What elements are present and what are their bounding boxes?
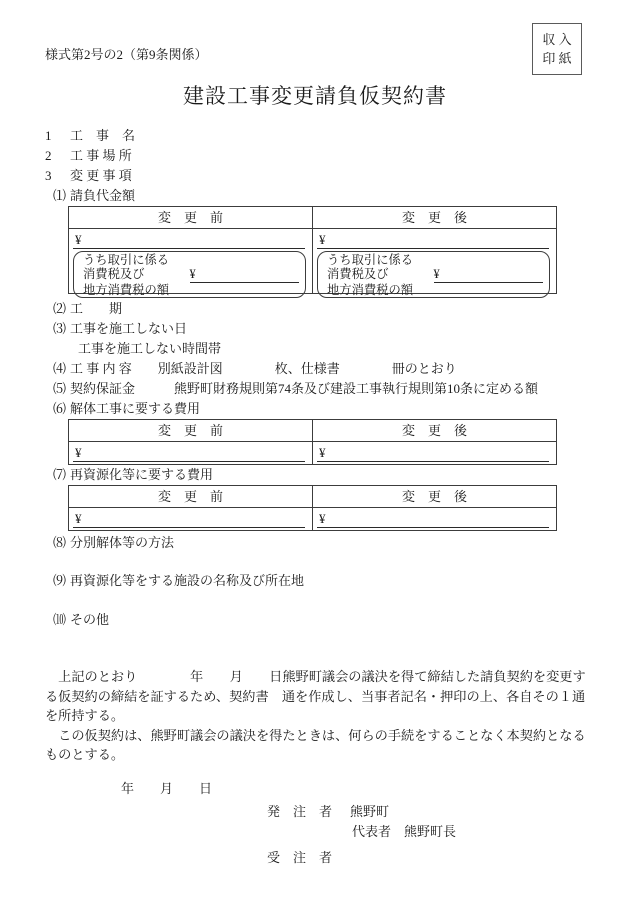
- item-number: ⑴: [53, 188, 67, 203]
- yen-symbol: ¥: [319, 232, 326, 247]
- item-label: 請負代金額: [70, 188, 136, 203]
- revenue-stamp-box: [532, 23, 582, 75]
- header-after-change: 変 更 後: [312, 420, 556, 441]
- closing-paragraph-1: 上記のとおり 年 月 日熊野町議会の議決を得て締結した請負契約を変更する仮契約の締結を証するため、契約書 通を作成し、当事者記名・押印の上、各自その１通を所持する。: [45, 669, 586, 724]
- yen-symbol: ¥: [75, 232, 82, 247]
- yen-symbol: ¥: [433, 267, 440, 282]
- item-label: 工 事 名: [70, 128, 136, 143]
- item-number: 2: [45, 148, 52, 163]
- header-before-change: 変 更 前: [157, 210, 223, 225]
- sub-item-3-non-work-hours: [45, 339, 585, 359]
- item-label: 工 事 場 所: [70, 148, 132, 163]
- representative-name: 熊野町長: [404, 823, 457, 839]
- yen-symbol: ¥: [319, 511, 326, 526]
- representative-label: 代表者: [352, 823, 392, 839]
- tax-note-box-after: [317, 251, 550, 298]
- item-number: ⑽: [53, 612, 67, 627]
- tax-note-line1: うち取引に係る: [83, 253, 170, 267]
- amount-before-field: [73, 444, 305, 462]
- header-after-change: 変 更 後: [312, 486, 556, 507]
- yen-symbol: ¥: [75, 511, 82, 526]
- amount-before-field: [73, 231, 305, 249]
- item-number: 3: [45, 168, 52, 183]
- table-header-row: [69, 207, 556, 229]
- tax-label: 消費税及び: [83, 267, 145, 282]
- tax-note-line2: [83, 267, 299, 282]
- table-header-row: [69, 420, 556, 442]
- sub-item-1-contract-amount: [45, 186, 585, 206]
- item-label: 工 事 内 容 別紙設計図 枚、仕様書 冊のとおり: [70, 361, 457, 376]
- item-number: ⑹: [53, 401, 67, 416]
- item-label: 再資源化等をする施設の名称及び所在地: [70, 573, 305, 588]
- tax-note-line3: 地方消費税の額: [327, 282, 414, 297]
- tax-note-line1: うち取引に係る: [327, 253, 414, 267]
- item-label: 工事を施工しない時間帯: [78, 341, 222, 356]
- contractor-line: [45, 848, 585, 868]
- item-label: 分別解体等の方法: [70, 535, 175, 550]
- date-line: 年 月 日: [121, 780, 213, 796]
- sub-item-10-others: [45, 610, 585, 630]
- table-body-row: [69, 508, 556, 530]
- form-number: 様式第2号の2（第9条関係）: [45, 47, 208, 62]
- tax-note-box-before: [73, 251, 306, 298]
- closing-paragraphs: [45, 667, 591, 765]
- item-number: ⑷: [53, 361, 67, 376]
- yen-symbol: ¥: [75, 445, 82, 460]
- yen-symbol: ¥: [189, 267, 196, 282]
- amount-after-field: [317, 510, 549, 528]
- table-header-row: [69, 486, 556, 508]
- tax-note-line3: 地方消費税の額: [83, 282, 170, 297]
- sub-item-9-recycling-facility: [45, 571, 585, 591]
- item-number: ⑼: [53, 573, 67, 588]
- orderer-label: 発 注 者: [267, 803, 333, 819]
- amount-after-cell: [312, 508, 556, 530]
- tax-note-line2: [327, 267, 543, 282]
- main-item-3: [45, 166, 585, 186]
- sub-item-3-non-work-days: [45, 319, 585, 339]
- item-label: 変 更 事 項: [70, 168, 132, 183]
- amount-after-field: [317, 444, 549, 462]
- amount-before-field: [73, 510, 305, 528]
- item-label: その他: [70, 612, 110, 627]
- item-number: 1: [45, 128, 52, 143]
- price-change-table: [68, 206, 557, 297]
- closing-paragraph-2: この仮契約は、熊野町議会の議決を得たときは、何らの手続をすることなく本契約となるものとする。: [45, 727, 586, 763]
- yen-symbol: ¥: [319, 445, 326, 460]
- sub-item-7-recycling-cost: [45, 465, 585, 485]
- item-number: ⑻: [53, 535, 67, 550]
- signature-block: [45, 779, 585, 868]
- table-body-row: [69, 442, 556, 464]
- sub-item-6-demolition-cost: [45, 399, 585, 419]
- amount-after-field: [317, 231, 549, 249]
- amount-before-cell: [69, 442, 312, 464]
- price-before-cell: [69, 229, 312, 297]
- item-label: 解体工事に要する費用: [70, 401, 201, 416]
- item-list: [45, 126, 585, 630]
- tax-amount-field: [434, 267, 544, 282]
- orderer-line: [45, 802, 585, 822]
- item-label: 契約保証金 熊野町財務規則第74条及び建設工事執行規則第10条に定める額: [70, 381, 539, 396]
- sub-item-4-work-description: [45, 359, 585, 379]
- price-after-cell: [312, 229, 556, 297]
- stamp-text-line1: 収 入: [542, 32, 572, 47]
- item-label: 再資源化等に要する費用: [70, 467, 214, 482]
- header-before-change: 変 更 前: [157, 423, 223, 438]
- sub-item-5-contract-bond: [45, 379, 585, 399]
- sub-item-2-construction-period: [45, 299, 585, 319]
- main-item-2: [45, 146, 585, 166]
- tax-label: 消費税及び: [327, 267, 389, 282]
- item-label: 工 期: [70, 301, 123, 316]
- header-before-change: 変 更 前: [157, 489, 223, 504]
- recycling-cost-table: [68, 485, 557, 531]
- item-number: ⑸: [53, 381, 67, 396]
- demolition-cost-table: [68, 419, 557, 465]
- sub-item-8-separation-method: [45, 533, 585, 553]
- table-body-row: [69, 229, 556, 297]
- item-number: ⑵: [53, 301, 67, 316]
- item-number: ⑶: [53, 321, 67, 336]
- representative-line: [45, 822, 585, 842]
- amount-before-cell: [69, 508, 312, 530]
- contractor-label: 受 注 者: [267, 849, 333, 865]
- amount-after-cell: [312, 442, 556, 464]
- document-title: 建設工事変更請負仮契約書: [183, 84, 447, 108]
- tax-amount-field: [190, 267, 300, 282]
- header-after-change: 変 更 後: [312, 207, 556, 228]
- item-label: 工事を施工しない日: [70, 321, 188, 336]
- orderer-name: 熊野町: [350, 803, 390, 819]
- stamp-text-line2: 印 紙: [542, 51, 572, 66]
- main-item-1: [45, 126, 585, 146]
- item-number: ⑺: [53, 467, 67, 482]
